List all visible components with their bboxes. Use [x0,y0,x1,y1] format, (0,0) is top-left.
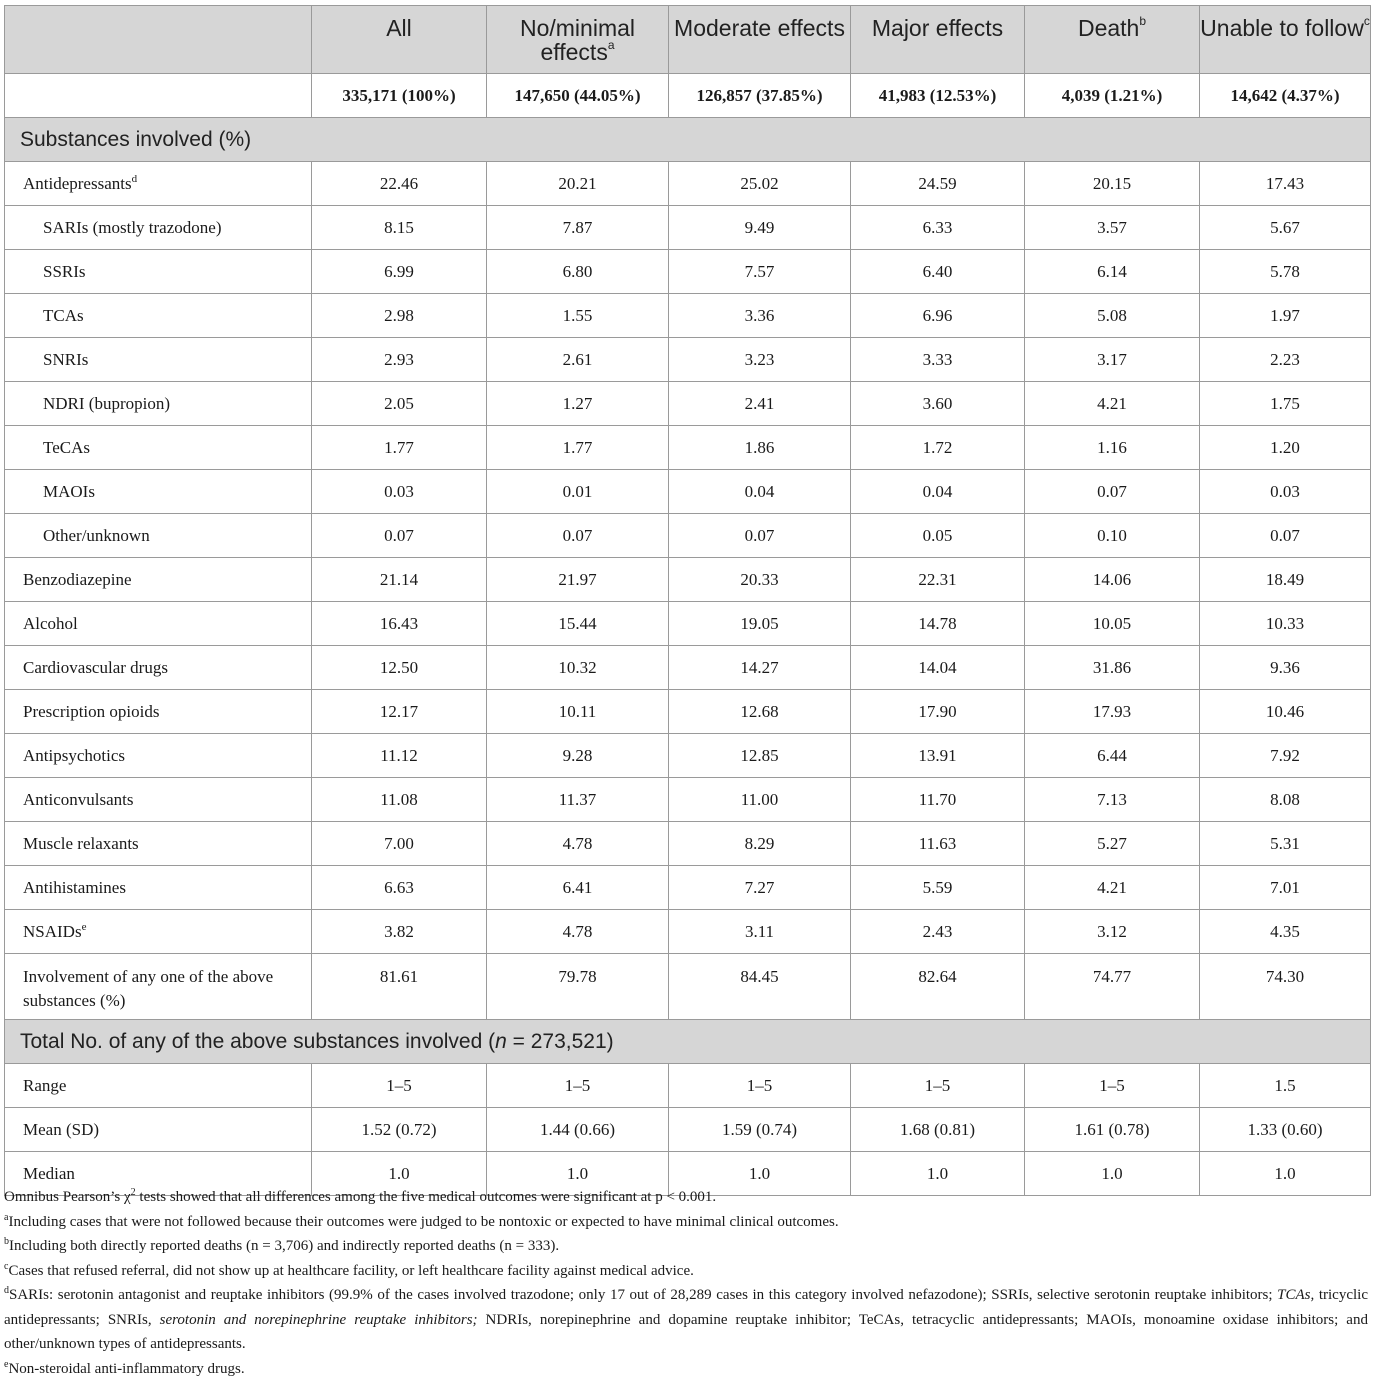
value-cell: 12.17 [312,690,487,734]
value-cell: 10.46 [1200,690,1371,734]
value-cell: 11.63 [851,822,1025,866]
row-label: SNRIs [5,338,312,382]
value-cell: 2.05 [312,382,487,426]
value-cell: 0.04 [669,470,851,514]
value-cell: 0.03 [312,470,487,514]
value-cell: 82.64 [851,954,1025,1020]
column-header: No/minimal effects$^a$ [487,6,669,74]
totals-row [5,74,1371,118]
value-cell: 5.59 [851,866,1025,910]
value-cell: 0.07 [1200,514,1371,558]
value-cell: 7.00 [312,822,487,866]
table-container [4,5,1370,1196]
value-cell: 7.57 [669,250,851,294]
column-header: All [312,6,487,74]
value-cell: 6.99 [312,250,487,294]
row-label: Anticonvulsants [5,778,312,822]
value-cell: 20.21 [487,162,669,206]
value-cell: 11.12 [312,734,487,778]
value-cell: 2.93 [312,338,487,382]
value-cell: 19.05 [669,602,851,646]
value-cell: 1.27 [487,382,669,426]
section-header-row [5,1020,1371,1064]
row-label: Benzodiazepine [5,558,312,602]
header-cell-blank [5,6,312,74]
row-label: Involvement of any one of the above substances (%) [5,954,312,1020]
value-cell: 10.11 [487,690,669,734]
value-cell: 7.01 [1200,866,1371,910]
value-cell: 10.33 [1200,602,1371,646]
value-cell: 1.0 [1200,1152,1371,1196]
value-cell: 1.0 [487,1152,669,1196]
table-row [5,690,1371,734]
table-row [5,338,1371,382]
value-cell: 18.49 [1200,558,1371,602]
table-row [5,602,1371,646]
table-row [5,514,1371,558]
value-cell: 5.31 [1200,822,1371,866]
table-row [5,426,1371,470]
value-cell: 1.55 [487,294,669,338]
value-cell: 11.08 [312,778,487,822]
value-cell: 9.36 [1200,646,1371,690]
row-label: Other/unknown [5,514,312,558]
value-cell: 20.15 [1025,162,1200,206]
row-label: SARIs (mostly trazodone) [5,206,312,250]
value-cell: 20.33 [669,558,851,602]
value-cell: 3.57 [1025,206,1200,250]
value-cell: 1.68 (0.81) [851,1108,1025,1152]
table-row [5,646,1371,690]
value-cell: 2.23 [1200,338,1371,382]
table-row [5,954,1371,1020]
totals-cell: 41,983 (12.53%) [851,74,1025,118]
value-cell: 13.91 [851,734,1025,778]
totals-cell: 335,171 (100%) [312,74,487,118]
value-cell: 21.14 [312,558,487,602]
footnote-c: $^c$Cases that refused referral, did not show up at healthcare facility, or left healthcare facility against medical advice. [4,1260,694,1279]
value-cell: 1.72 [851,426,1025,470]
row-label: Mean (SD) [5,1108,312,1152]
value-cell: 6.80 [487,250,669,294]
value-cell: 6.41 [487,866,669,910]
table-row [5,558,1371,602]
value-cell: 1.59 (0.74) [669,1108,851,1152]
value-cell: 8.08 [1200,778,1371,822]
row-label: Muscle relaxants [5,822,312,866]
column-header: Unable to follow$^c$ [1200,6,1371,74]
row-label: Cardiovascular drugs [5,646,312,690]
footnotes [4,1185,1368,1381]
value-cell: 1.77 [487,426,669,470]
value-cell: 14.06 [1025,558,1200,602]
row-label: Range [5,1064,312,1108]
value-cell: 1.75 [1200,382,1371,426]
value-cell: 0.01 [487,470,669,514]
value-cell: 6.14 [1025,250,1200,294]
footnote-d: $^d$SARIs: serotonin antagonist and reuptake inhibitors (99.9% of the cases involved trazodone; only 17 out of 28,289 cases in this category involved nefazodone); SSRIs, selective serotonin reuptake inhibitors; TCAs, tricyclic antidepressants; SNRIs, serotonin and norepinephrine reuptake inhibitors; NDRIs, norepinephrine and dopamine reuptake inhibitor; TeCAs, tetracyclic antidepressants; MAOIs, monoamine oxidase inhibitors; and other/unknown types of antidepressants. [4,1285,1368,1352]
value-cell: 5.78 [1200,250,1371,294]
value-cell: 5.08 [1025,294,1200,338]
substances-table [4,5,1371,1196]
value-cell: 6.63 [312,866,487,910]
value-cell: 3.23 [669,338,851,382]
value-cell: 14.27 [669,646,851,690]
table-row [5,206,1371,250]
value-cell: 6.44 [1025,734,1200,778]
section-header-row [5,118,1371,162]
value-cell: 0.04 [851,470,1025,514]
value-cell: 81.61 [312,954,487,1020]
value-cell: 2.41 [669,382,851,426]
value-cell: 11.37 [487,778,669,822]
totals-label-cell [5,74,312,118]
row-label: Alcohol [5,602,312,646]
value-cell: 1.52 (0.72) [312,1108,487,1152]
value-cell: 0.07 [312,514,487,558]
value-cell: 74.30 [1200,954,1371,1020]
row-label: SSRIs [5,250,312,294]
column-header-row [5,6,1371,74]
value-cell: 3.36 [669,294,851,338]
value-cell: 0.07 [669,514,851,558]
totals-cell: 14,642 (4.37%) [1200,74,1371,118]
value-cell: 7.13 [1025,778,1200,822]
row-label: TCAs [5,294,312,338]
value-cell: 0.07 [487,514,669,558]
value-cell: 7.27 [669,866,851,910]
value-cell: 17.90 [851,690,1025,734]
value-cell: 1.86 [669,426,851,470]
value-cell: 12.50 [312,646,487,690]
value-cell: 21.97 [487,558,669,602]
footnote-e: $^e$Non-steroidal anti-inflammatory drugs. [4,1358,245,1377]
section-title: Total No. of any of the above substances involved (n = 273,521) [5,1020,1371,1064]
value-cell: 6.40 [851,250,1025,294]
value-cell: 31.86 [1025,646,1200,690]
table-row [5,162,1371,206]
value-cell: 22.46 [312,162,487,206]
value-cell: 1.0 [312,1152,487,1196]
value-cell: 1.0 [1025,1152,1200,1196]
totals-cell: 126,857 (37.85%) [669,74,851,118]
value-cell: 16.43 [312,602,487,646]
value-cell: 6.96 [851,294,1025,338]
value-cell: 1.0 [851,1152,1025,1196]
value-cell: 4.21 [1025,866,1200,910]
value-cell: 12.85 [669,734,851,778]
value-cell: 84.45 [669,954,851,1020]
row-label: Median [5,1152,312,1196]
value-cell: 12.68 [669,690,851,734]
value-cell: 6.33 [851,206,1025,250]
value-cell: 2.98 [312,294,487,338]
table-row [5,910,1371,954]
value-cell: 15.44 [487,602,669,646]
value-cell: 0.05 [851,514,1025,558]
table-row [5,778,1371,822]
value-cell: 1–5 [1025,1064,1200,1108]
value-cell: 11.00 [669,778,851,822]
value-cell: 2.43 [851,910,1025,954]
value-cell: 11.70 [851,778,1025,822]
value-cell: 24.59 [851,162,1025,206]
value-cell: 3.33 [851,338,1025,382]
value-cell: 5.67 [1200,206,1371,250]
table-row [5,1064,1371,1108]
value-cell: 4.35 [1200,910,1371,954]
value-cell: 1.16 [1025,426,1200,470]
value-cell: 79.78 [487,954,669,1020]
row-label: NDRI (bupropion) [5,382,312,426]
value-cell: 1–5 [851,1064,1025,1108]
value-cell: 17.43 [1200,162,1371,206]
value-cell: 1.77 [312,426,487,470]
row-label: Antihistamines [5,866,312,910]
row-label: TeCAs [5,426,312,470]
value-cell: 5.27 [1025,822,1200,866]
value-cell: 8.15 [312,206,487,250]
value-cell: 4.21 [1025,382,1200,426]
value-cell: 7.92 [1200,734,1371,778]
section-title: Substances involved (%) [5,118,1371,162]
value-cell: 1.44 (0.66) [487,1108,669,1152]
value-cell: 4.78 [487,910,669,954]
row-label: Prescription opioids [5,690,312,734]
value-cell: 14.78 [851,602,1025,646]
value-cell: 9.28 [487,734,669,778]
value-cell: 3.12 [1025,910,1200,954]
value-cell: 1.0 [669,1152,851,1196]
footnote-b: $^b$Including both directly reported deaths (n = 3,706) and indirectly reported deaths (n = 333). [4,1236,560,1254]
value-cell: 10.05 [1025,602,1200,646]
table-body [5,118,1371,1196]
table-row [5,822,1371,866]
value-cell: 1.5 [1200,1064,1371,1108]
value-cell: 2.61 [487,338,669,382]
totals-cell: 4,039 (1.21%) [1025,74,1200,118]
row-label: Antipsychotics [5,734,312,778]
row-label: Antidepressants$^d$ [5,162,312,206]
footnote-a: $^a$Including cases that were not followed because their outcomes were judged to be nontoxic or expected to have minimal clinical outcomes. [4,1211,839,1230]
column-header: Death$^b$ [1025,6,1200,74]
value-cell: 1–5 [487,1064,669,1108]
table-row [5,1108,1371,1152]
row-label: MAOIs [5,470,312,514]
value-cell: 74.77 [1025,954,1200,1020]
totals-cell: 147,650 (44.05%) [487,74,669,118]
value-cell: 1–5 [312,1064,487,1108]
value-cell: 3.82 [312,910,487,954]
value-cell: 25.02 [669,162,851,206]
table-row [5,734,1371,778]
table-row [5,250,1371,294]
value-cell: 0.03 [1200,470,1371,514]
footnote-omnibus: Omnibus Pearson’s $\chi^2$ tests showed that all differences among the five medical outcomes were significant at p < 0.001. [4,1187,717,1205]
value-cell: 10.32 [487,646,669,690]
table-row [5,382,1371,426]
value-cell: 7.87 [487,206,669,250]
value-cell: 17.93 [1025,690,1200,734]
value-cell: 1.97 [1200,294,1371,338]
value-cell: 4.78 [487,822,669,866]
value-cell: 22.31 [851,558,1025,602]
row-label: NSAIDs$^e$ [5,910,312,954]
value-cell: 1.20 [1200,426,1371,470]
column-header: Moderate effects [669,6,851,74]
value-cell: 0.07 [1025,470,1200,514]
table-row [5,866,1371,910]
value-cell: 1.61 (0.78) [1025,1108,1200,1152]
value-cell: 3.11 [669,910,851,954]
table-row [5,294,1371,338]
value-cell: 1–5 [669,1064,851,1108]
value-cell: 3.17 [1025,338,1200,382]
value-cell: 1.33 (0.60) [1200,1108,1371,1152]
value-cell: 9.49 [669,206,851,250]
value-cell: 3.60 [851,382,1025,426]
column-header: Major effects [851,6,1025,74]
value-cell: 14.04 [851,646,1025,690]
value-cell: 0.10 [1025,514,1200,558]
table-row [5,470,1371,514]
value-cell: 8.29 [669,822,851,866]
